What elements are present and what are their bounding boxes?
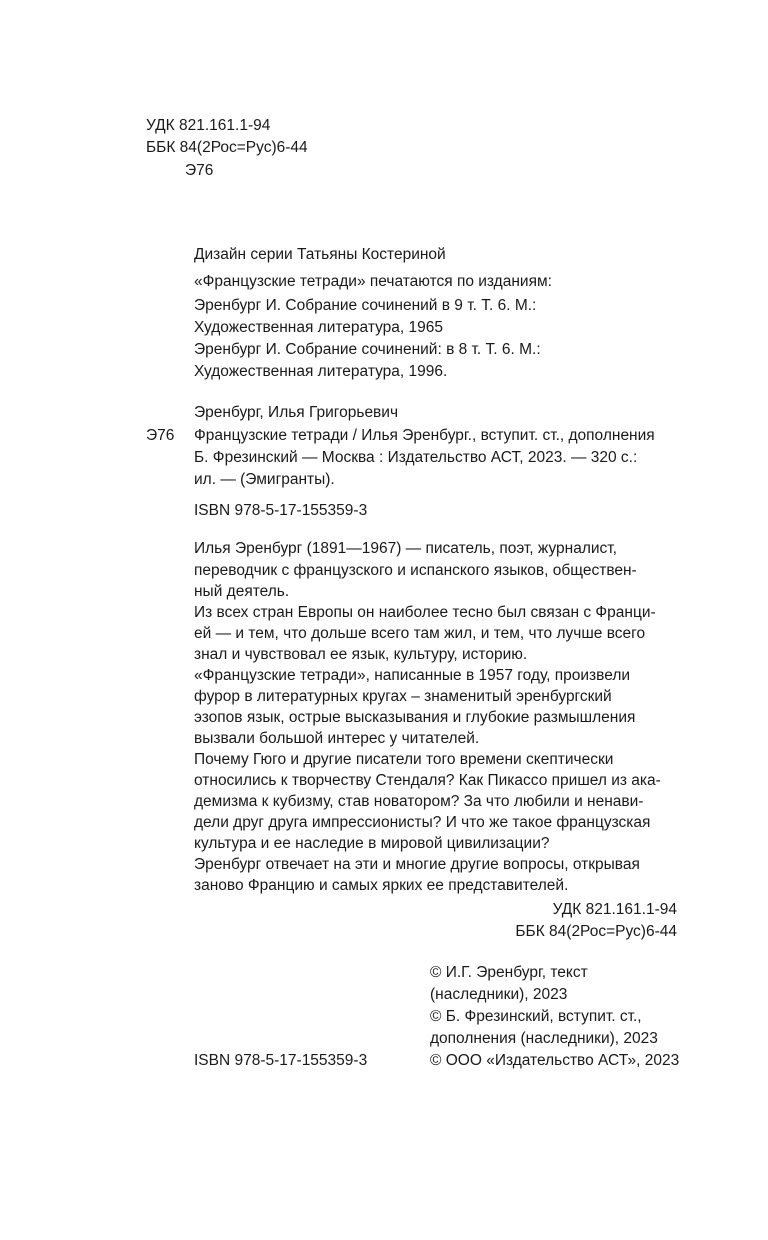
annotation-line: переводчик с французского и испанского языков, обществен- — [194, 562, 637, 579]
footer-udk: УДК 821.161.1-94 — [552, 901, 677, 918]
copyright-line: © Б. Фрезинский, вступит. ст., — [430, 1008, 642, 1025]
annotation-line: ей — и тем, что дольше всего там жил, и тем, что лучше всего — [194, 625, 646, 642]
bib-author: Эренбург, Илья Григорьевич — [194, 404, 399, 421]
copyright-line: дополнения (наследники), 2023 — [430, 1030, 658, 1047]
footer-bbk: ББК 84(2Рос=Рус)6-44 — [515, 923, 677, 940]
annotation-line: эзопов язык, острые высказывания и глубокие размышления — [194, 709, 636, 726]
bib-line-1: Французские тетради / Илья Эренбург., вступит. ст., дополнения — [194, 427, 655, 444]
edition-2-line-1: Эренбург И. Собрание сочинений: в 8 т. Т. 6. М.: — [194, 341, 541, 358]
annotation-line: Эренбург отвечает на эти и многие другие вопросы, открывая — [194, 856, 640, 873]
annotation-line: ный деятель. — [194, 583, 290, 600]
annotation-line: фурор в литературных кругах – знаменитый эренбургский — [194, 688, 612, 705]
bib-isbn: ISBN 978-5-17-155359-3 — [194, 502, 368, 519]
edition-1-line-2: Художественная литература, 1965 — [194, 319, 444, 336]
edition-2-line-2: Художественная литература, 1996. — [194, 363, 448, 380]
editions-intro: «Французские тетради» печатаются по изданиям: — [194, 273, 552, 290]
annotation-line: культура и ее наследие в мировой цивилизации? — [194, 835, 550, 852]
annotation-line: заново Францию и самых ярких ее представителей. — [194, 877, 569, 894]
bib-author-mark: Э76 — [146, 427, 175, 444]
edition-1-line-1: Эренбург И. Собрание сочинений в 9 т. Т. 6. М.: — [194, 297, 537, 314]
bib-line-3: ил. — (Эмигранты). — [194, 471, 335, 488]
copyright-line: © ООО «Издательство АСТ», 2023 — [430, 1052, 680, 1069]
annotation-line: вызвали большой интерес у читателей. — [194, 730, 480, 747]
annotation-line: Почему Гюго и другие писатели того времени скептически — [194, 751, 614, 768]
footer-isbn: ISBN 978-5-17-155359-3 — [194, 1052, 368, 1069]
annotation-line: «Французские тетради», написанные в 1957 году, произвели — [194, 667, 631, 684]
bib-line-2: Б. Фрезинский — Москва : Издательство АСТ, 2023. — 320 с.: — [194, 449, 638, 466]
annotation-line: Илья Эренбург (1891—1967) — писатель, поэт, журналист, — [194, 540, 617, 557]
annotation-line: относились к творчеству Стендаля? Как Пикассо пришел из ака- — [194, 772, 661, 789]
copyright-line: © И.Г. Эренбург, текст — [430, 964, 588, 981]
annotation-line: дели друг друга импрессионисты? И что же такое французская — [194, 814, 651, 831]
bbk-code: ББК 84(2Рос=Рус)6-44 — [146, 139, 308, 156]
series-design-credit: Дизайн серии Татьяны Костериной — [194, 246, 446, 263]
annotation-line: знал и чувствовал ее язык, культуру, историю. — [194, 646, 528, 663]
udk-code: УДК 821.161.1-94 — [146, 117, 271, 134]
copyright-line: (наследники), 2023 — [430, 986, 568, 1003]
author-mark: Э76 — [185, 162, 214, 179]
annotation-line: Из всех стран Европы он наиболее тесно был связан с Франци- — [194, 604, 656, 621]
annotation-line: демизма к кубизму, став новатором? За что любили и ненави- — [194, 793, 644, 810]
